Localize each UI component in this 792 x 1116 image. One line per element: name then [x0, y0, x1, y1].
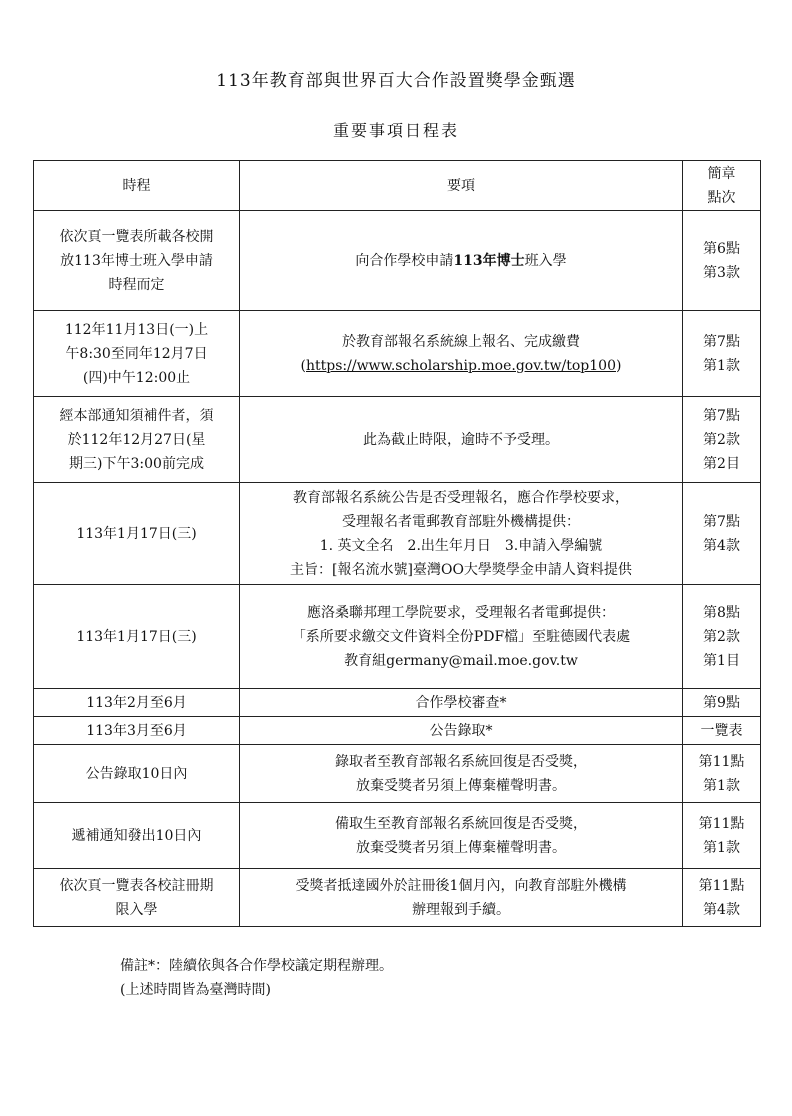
- table-row: [34, 311, 761, 397]
- ref-line: 第6點: [703, 240, 740, 257]
- table-header-row: [34, 161, 761, 211]
- cell-time: [34, 397, 240, 483]
- ref-line: 第7點: [703, 513, 740, 530]
- ref-line: 第7點: [703, 407, 740, 424]
- table-row: [34, 585, 761, 689]
- cell-item: [240, 483, 683, 585]
- item-line: 合作學校審查*: [415, 694, 507, 711]
- cell-item: [240, 689, 683, 717]
- item-text: 向合作學校申請: [355, 252, 454, 269]
- item-line: 錄取者至教育部報名系統回復是否受獎，: [335, 753, 587, 770]
- ref-line: 第4款: [703, 901, 740, 918]
- header-ref-line: 簡章: [707, 165, 736, 182]
- cell-time: [34, 689, 240, 717]
- ref-line: 第1款: [703, 839, 740, 856]
- ref-line: 第1款: [703, 357, 740, 374]
- table-row: [34, 689, 761, 717]
- link-paren: ): [615, 357, 622, 374]
- ref-line: 第1目: [703, 652, 740, 669]
- table-row: [34, 397, 761, 483]
- ref-line: 第2款: [703, 431, 740, 448]
- ref-line: 第8點: [703, 604, 740, 621]
- cell-ref: [683, 483, 761, 585]
- cell-ref: [683, 689, 761, 717]
- schedule-table: [33, 160, 761, 927]
- note-line: (上述時間皆為臺灣時間): [120, 982, 271, 998]
- time-line: 限入學: [115, 901, 158, 918]
- item-line: 放棄受獎者另須上傳棄權聲明書。: [356, 839, 566, 856]
- ref-line: 第2款: [703, 628, 740, 645]
- document-title: 113年教育部與世界百大合作設置獎學金甄選: [216, 71, 576, 91]
- cell-time: [34, 211, 240, 311]
- time-line: 期三)下午3:00前完成: [69, 455, 204, 472]
- table-row: [34, 717, 761, 745]
- time-line: 113年2月至6月: [86, 694, 187, 711]
- cell-ref: [683, 397, 761, 483]
- ref-line: 第1款: [703, 777, 740, 794]
- header-time: 時程: [34, 161, 240, 211]
- link-paren: (: [300, 357, 306, 374]
- time-line: 113年3月至6月: [86, 722, 187, 739]
- registration-link[interactable]: https://www.scholarship.moe.gov.tw/top100: [306, 357, 616, 374]
- item-text-bold: 113年博士: [453, 252, 525, 269]
- cell-time: [34, 585, 240, 689]
- header-item: 要項: [240, 161, 683, 211]
- note-line: 備註*：陸續依與各合作學校議定期程辦理。: [120, 958, 393, 974]
- notes: [120, 954, 393, 1002]
- item-line: 受理報名者電郵教育部駐外機構提供：: [342, 513, 580, 530]
- ref-line: 第9點: [703, 694, 740, 711]
- time-line: 時程而定: [108, 276, 165, 293]
- item-line: [244, 354, 678, 378]
- ref-line: 第11點: [698, 877, 745, 894]
- item-text: 班入學: [524, 252, 567, 269]
- item-line: 備取生至教育部報名系統回復是否受獎，: [335, 815, 587, 832]
- ref-line: 第11點: [698, 753, 745, 770]
- item-line: 公告錄取*: [429, 722, 493, 739]
- item-line: 放棄受獎者另須上傳棄權聲明書。: [356, 777, 566, 794]
- cell-item: [240, 869, 683, 927]
- table-row: [34, 803, 761, 869]
- item-line: 辦理報到手續。: [412, 901, 510, 918]
- item-line: 「系所要求繳交文件資料全份PDF檔」至駐德國代表處: [291, 628, 631, 645]
- item-line: 主旨：[報名流水號]臺灣OO大學獎學金申請人資料提供: [290, 561, 632, 578]
- cell-item: [240, 397, 683, 483]
- item-line: 受獎者抵達國外於註冊後1個月內，向教育部駐外機構: [295, 877, 627, 894]
- cell-time: [34, 311, 240, 397]
- time-line: 公告錄取10日內: [85, 765, 188, 782]
- time-line: 113年1月17日(三): [76, 628, 197, 645]
- table-row: [34, 869, 761, 927]
- ref-line: 第11點: [698, 815, 745, 832]
- cell-ref: [683, 803, 761, 869]
- item-line: 1. 英文全名 2.出生年月日 3.申請入學編號: [319, 537, 603, 554]
- time-line: 於112年12月27日(星: [67, 431, 206, 448]
- item-line: 應洛桑聯邦理工學院要求，受理報名者電郵提供：: [307, 604, 615, 621]
- item-line: 此為截止時限，逾時不予受理。: [363, 431, 559, 448]
- time-line: 午8:30至同年12月7日: [65, 345, 208, 362]
- time-line: (四)中午12:00止: [82, 369, 191, 386]
- time-line: 放113年博士班入學申請: [60, 252, 213, 269]
- cell-item: [240, 585, 683, 689]
- ref-line: 第7點: [703, 333, 740, 350]
- cell-ref: [683, 869, 761, 927]
- cell-time: [34, 869, 240, 927]
- cell-ref: [683, 311, 761, 397]
- cell-ref: [683, 211, 761, 311]
- ref-line: 一覽表: [700, 722, 743, 739]
- time-line: 遞補通知發出10日內: [71, 827, 202, 844]
- cell-item: [240, 803, 683, 869]
- time-line: 依次頁一覽表所載各校開: [59, 228, 214, 245]
- time-line: 經本部通知須補件者，須: [59, 407, 214, 424]
- item-line: 教育組germany@mail.moe.gov.tw: [344, 652, 578, 669]
- item-line: 教育部報名系統公告是否受理報名，應合作學校要求，: [293, 489, 629, 506]
- table-row: [34, 211, 761, 311]
- time-line: 112年11月13日(一)上: [64, 321, 209, 338]
- cell-item: [240, 745, 683, 803]
- header-ref: [683, 161, 761, 211]
- table-row: [34, 745, 761, 803]
- cell-item: [240, 211, 683, 311]
- item-line: 於教育部報名系統線上報名、完成繳費: [342, 333, 580, 350]
- cell-item: [240, 311, 683, 397]
- cell-time: [34, 483, 240, 585]
- time-line: 依次頁一覽表各校註冊期: [59, 877, 214, 894]
- cell-time: [34, 803, 240, 869]
- ref-line: 第3款: [703, 264, 740, 281]
- cell-ref: [683, 717, 761, 745]
- table-row: [34, 483, 761, 585]
- cell-ref: [683, 585, 761, 689]
- time-line: 113年1月17日(三): [76, 525, 197, 542]
- header-ref-line: 點次: [707, 189, 736, 206]
- cell-item: [240, 717, 683, 745]
- document-subtitle: 重要事項日程表: [332, 121, 459, 140]
- cell-ref: [683, 745, 761, 803]
- ref-line: 第4款: [703, 537, 740, 554]
- ref-line: 第2目: [703, 455, 740, 472]
- cell-time: [34, 717, 240, 745]
- cell-time: [34, 745, 240, 803]
